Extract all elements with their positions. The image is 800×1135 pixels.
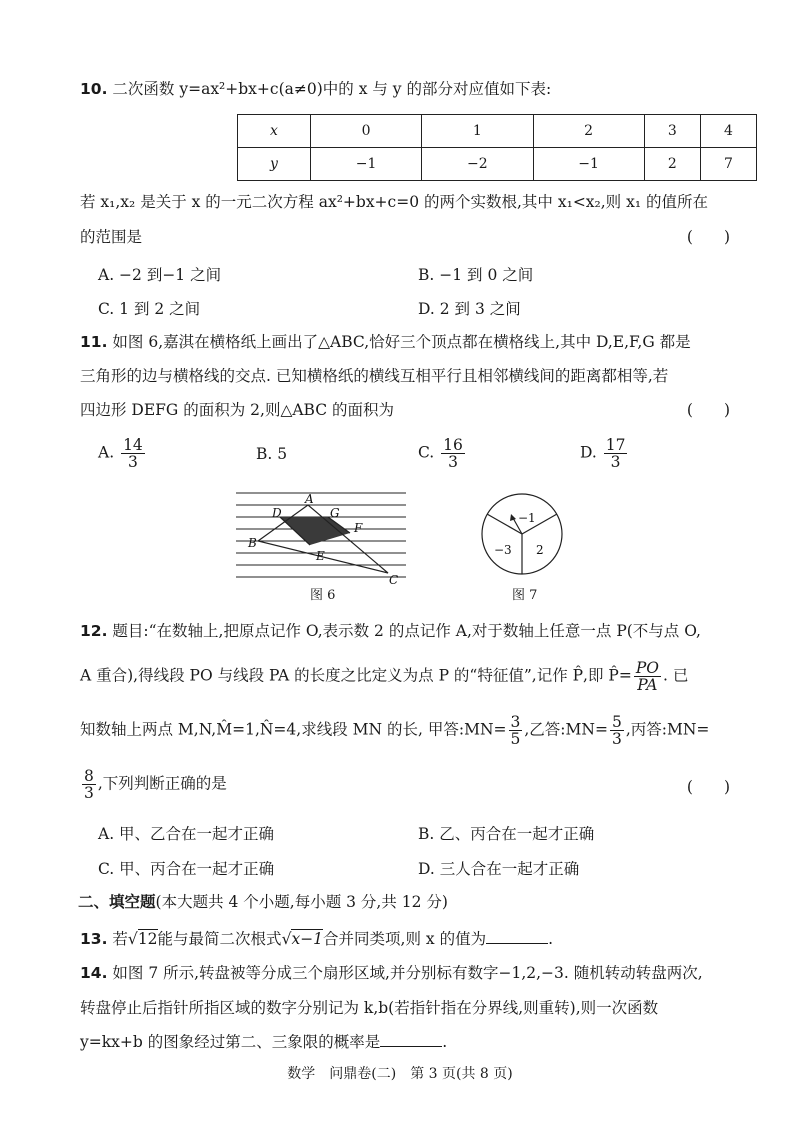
q13-text-c: 合并同类项,则 x 的值为	[323, 930, 487, 948]
q11-option-c	[418, 437, 467, 470]
fraction-numerator: 3	[510, 713, 521, 731]
q11-line3	[80, 399, 730, 421]
label-f: F	[354, 521, 363, 535]
q12-option-a: A. 甲、乙合在一起才正确	[98, 825, 275, 843]
fraction	[441, 437, 465, 470]
q11-line1-text: 如图 6,嘉淇在横格纸上画出了△ABC,恰好三个顶点都在横格线上,其中 D,E,F,G 都是	[112, 333, 691, 351]
q13-number: 13.	[80, 930, 108, 948]
fraction-denominator: 3	[127, 453, 138, 471]
option-letter: C.	[418, 443, 435, 462]
sqrt-icon: √	[127, 930, 138, 948]
q12-number: 12.	[80, 622, 108, 640]
fraction	[610, 714, 624, 747]
table-cell: −2	[422, 148, 533, 181]
q11-line3-text: 四边形 DEFG 的面积为 2,则△ABC 的面积为	[80, 401, 395, 419]
q12-option-c: C. 甲、丙合在一起才正确	[98, 860, 275, 878]
q12-line3-text-c: ,丙答:MN=	[625, 720, 710, 739]
table-cell: 3	[644, 115, 700, 148]
table-cell: 7	[700, 148, 756, 181]
q14-line3-tail: .	[442, 1033, 448, 1051]
figure-7-labels	[494, 511, 544, 557]
fraction	[634, 660, 661, 693]
q12-line3-text-b: ,乙答:MN=	[524, 720, 608, 739]
q10-line3	[80, 226, 730, 248]
q10-option-c: C. 1 到 2 之间	[98, 300, 201, 318]
q12-line2	[80, 660, 730, 693]
figure-6-caption: 图 6	[310, 588, 336, 603]
q12-line3	[80, 714, 730, 747]
sector-label-neg3: −3	[494, 543, 512, 557]
q12-line4-text: ,下列判断正确的是	[97, 774, 227, 793]
fraction-numerator: 5	[611, 713, 622, 731]
table-cell: 2	[533, 115, 644, 148]
q14-line1-text: 如图 7 所示,转盘被等分成三个扇形区域,并分别标有数字−1,2,−3. 随机转动转盘两次,	[112, 964, 703, 982]
answer-bracket: ( )	[686, 401, 730, 419]
fraction-denominator: 5	[510, 730, 521, 748]
table-cell: −1	[533, 148, 644, 181]
q10-value-table	[237, 114, 757, 181]
option-letter: D.	[580, 443, 597, 462]
fraction-denominator: PA	[637, 676, 658, 694]
pointer-arrowhead-icon	[510, 514, 516, 521]
table-cell: 0	[311, 115, 422, 148]
fraction-denominator: 3	[611, 730, 622, 748]
table-row	[238, 148, 757, 181]
q11-line2: 三角形的边与横格线的交点. 已知横格纸的横线互相平行且相邻横线间的距离都相等,若	[80, 367, 669, 385]
sqrt-icon: √	[281, 930, 292, 948]
fraction-numerator: PO	[635, 659, 659, 677]
answer-bracket: ( )	[686, 228, 730, 246]
label-d: D	[272, 506, 282, 520]
section-2-heading	[78, 891, 728, 913]
answer-bracket: ( )	[686, 778, 730, 796]
section-title: 二、填空题	[78, 892, 156, 911]
answer-blank[interactable]	[380, 1032, 442, 1047]
label-b: B	[248, 536, 257, 550]
fraction	[121, 437, 145, 470]
q14-number: 14.	[80, 964, 108, 982]
radicand: x−1	[291, 930, 324, 948]
section-note: (本大题共 4 个小题,每小题 3 分,共 12 分)	[155, 893, 448, 911]
table-row	[238, 115, 757, 148]
q11-number: 11.	[80, 333, 108, 351]
q12-line1	[80, 620, 730, 642]
table-row-label: y	[238, 148, 311, 181]
label-e: E	[316, 549, 325, 563]
q10-option-d: D. 2 到 3 之间	[418, 300, 521, 318]
q11-option-b: B. 5	[256, 445, 288, 463]
table-cell: 1	[422, 115, 533, 148]
figure-7-spinner	[480, 492, 564, 576]
fraction	[604, 437, 628, 470]
q12-line2-tail: . 已	[662, 666, 689, 685]
radicand: 12	[137, 930, 158, 948]
fraction	[509, 714, 523, 747]
q11-option-a	[98, 437, 147, 470]
q10-line3-text: 的范围是	[80, 228, 143, 246]
q10-option-a: A. −2 到−1 之间	[98, 266, 222, 284]
table-cell: −1	[311, 148, 422, 181]
fraction	[82, 768, 96, 801]
option-letter: A.	[98, 443, 115, 462]
fraction-numerator: 8	[84, 767, 94, 785]
table-cell: 4	[700, 115, 756, 148]
q12-line4	[80, 768, 730, 801]
fraction-denominator: 3	[448, 453, 458, 471]
label-g: G	[330, 506, 340, 520]
sector-label-2: 2	[536, 543, 544, 557]
q12-option-d: D. 三人合在一起才正确	[418, 860, 580, 878]
q10-stem	[80, 78, 730, 100]
q10-line2: 若 x₁,x₂ 是关于 x 的一元二次方程 ax²+bx+c=0 的两个实数根,其中 x₁<x₂,则 x₁ 的值所在	[80, 193, 708, 211]
fraction-numerator: 16	[443, 436, 463, 454]
table-cell: 2	[644, 148, 700, 181]
q13-text-d: .	[548, 930, 554, 948]
q10-number: 10.	[80, 80, 108, 98]
q13-text-b: 能与最简二次根式	[157, 930, 282, 948]
page-footer: 数学 问鼎卷(二) 第 3 页(共 8 页)	[287, 1066, 513, 1082]
q14-line3-text: y=kx+b 的图象经过第二、三象限的概率是	[80, 1033, 381, 1051]
q14-line3	[80, 1031, 730, 1053]
q12-line1-text: 题目:“在数轴上,把原点记作 O,表示数 2 的点记作 A,对于数轴上任意一点 P(不与点 O,	[112, 622, 701, 640]
label-c: C	[389, 573, 399, 586]
answer-blank[interactable]	[486, 929, 548, 944]
q13-line	[80, 928, 730, 950]
q11-line1	[80, 331, 730, 353]
table-row-label: x	[238, 115, 311, 148]
q10-stem-text: 二次函数 y=ax²+bx+c(a≠0)中的 x 与 y 的部分对应值如下表:	[112, 80, 552, 98]
q12-line2-text: A 重合),得线段 PO 与线段 PA 的长度之比定义为点 P 的“特征值”,记作 P̂,即 P̂=	[80, 666, 632, 685]
fraction-numerator: 14	[123, 436, 143, 454]
q14-line2: 转盘停止后指针所指区域的数字分别记为 k,b(若指针指在分界线,则重转),则一次函数	[80, 999, 659, 1017]
fraction-numerator: 17	[605, 436, 626, 454]
q12-option-b: B. 乙、丙合在一起才正确	[418, 825, 595, 843]
q11-option-d	[580, 437, 629, 470]
q12-line3-text: 知数轴上两点 M,N,M̂=1,N̂=4,求线段 MN 的长, 甲答:MN=	[80, 720, 507, 739]
label-a: A	[305, 492, 314, 506]
fraction-denominator: 3	[610, 453, 621, 471]
fraction-denominator: 3	[84, 784, 94, 802]
figure-6-diagram	[236, 490, 408, 586]
q13-text-a: 若	[112, 930, 128, 948]
q10-option-b: B. −1 到 0 之间	[418, 266, 534, 284]
q14-line1	[80, 962, 730, 984]
figure-7-caption: 图 7	[512, 588, 538, 603]
sector-label-neg1: −1	[518, 511, 536, 525]
